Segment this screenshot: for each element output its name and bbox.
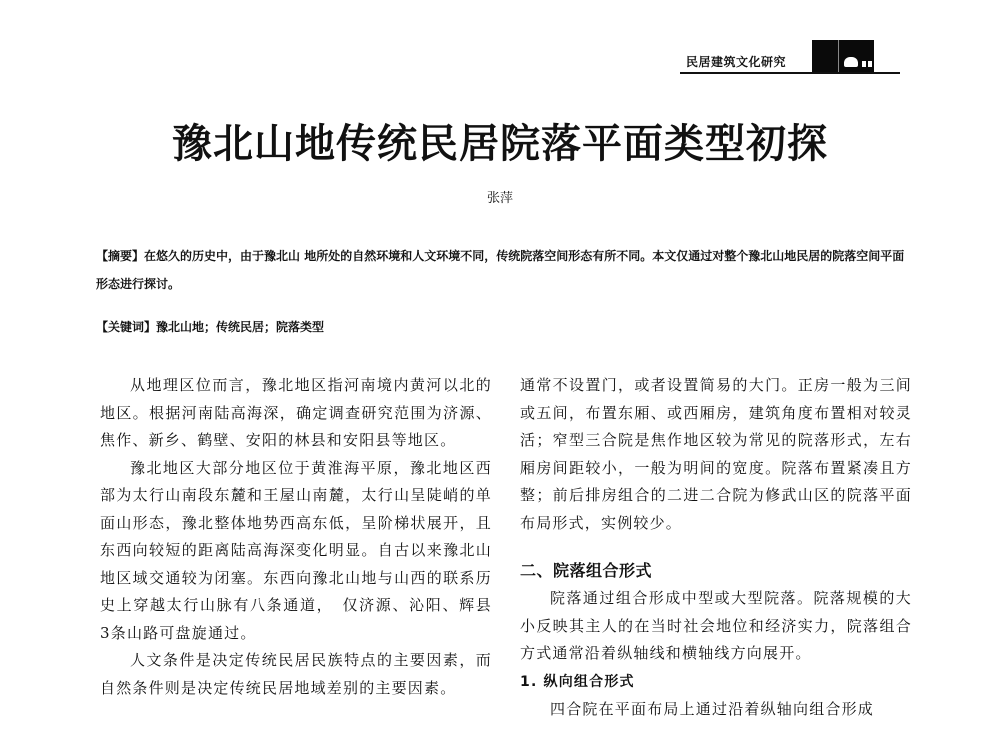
running-header [640,40,900,74]
section-label: 民居建筑文化研究 [686,55,787,69]
abstract [96,242,906,298]
paragraph: 从地理区位而言，豫北地区指河南境内黄河以北的地区。根据河南陆高海深，确定调查研究范围为济源、焦作、新乡、鹤壁、安阳的林县和安阳县等地区。 [100,376,492,449]
subsection-heading: 1. 纵向组合形式 [520,673,635,690]
abstract-tag: 【摘要】 [96,249,145,263]
paragraph-continued: 通常不设置门，或者设置简易的大门。正房一般为三间或五间，布置东厢、或西厢房，建筑角度布置相对较灵活；窄型三合院是焦作地区较为常见的院落形式，左右厢房间距较小，一般为明间的宽度。院落布置紧凑且方整；前后排房组合的二进二合院为修武山区的院落平面布局形式，实例较少。 [520,376,912,532]
keywords-text: 豫北山地；传统民居；院落类型 [156,320,325,334]
right-column [520,372,912,723]
paragraph: 院落通过组合形成中型或大型院落。院落规模的大小反映其主人的在当时社会地位和经济实力，院落组合方式通常沿着纵轴线和横轴线方向展开。 [520,589,912,662]
article-author: 张萍 [486,191,513,206]
paragraph: 人文条件是决定传统民居民族特点的主要因素，而自然条件则是决定传统民居地域差别的主要因素。 [100,651,492,697]
left-column [100,372,492,702]
paragraph: 四合院在平面布局上通过沿着纵轴向组合形成 [550,699,875,718]
abstract-text: 在悠久的历史中，由于豫北山 地所处的自然环境和人文环境不同，传统院落空间形态有所不同。本文仅通过对整个豫北山地民居的院落空间平面形态进行探讨。 [96,249,905,291]
article-title: 豫北山地传统民居院落平面类型初探 [172,121,828,167]
keywords [96,318,906,335]
header-rule [680,72,900,74]
paragraph: 豫北地区大部分地区位于黄淮海平原，豫北地区西部为太行山南段东麓和王屋山南麓，太行山呈陡峭的单面山形态，豫北整体地势西高东低，呈阶梯状展开，且东西向较短的距离陆高海深变化明显。自古以来豫北山地区域交通较为闭塞。东西向豫北山地与山西的联系历史上穿越太行山脉有八条通道， 仅济源、沁阳、辉县3条山路可盘旋通过。 [100,458,492,642]
section-heading: 二、院落组合形式 [520,561,653,580]
journal-logo-icon [812,40,874,72]
keywords-tag: 【关键词】 [96,320,157,334]
